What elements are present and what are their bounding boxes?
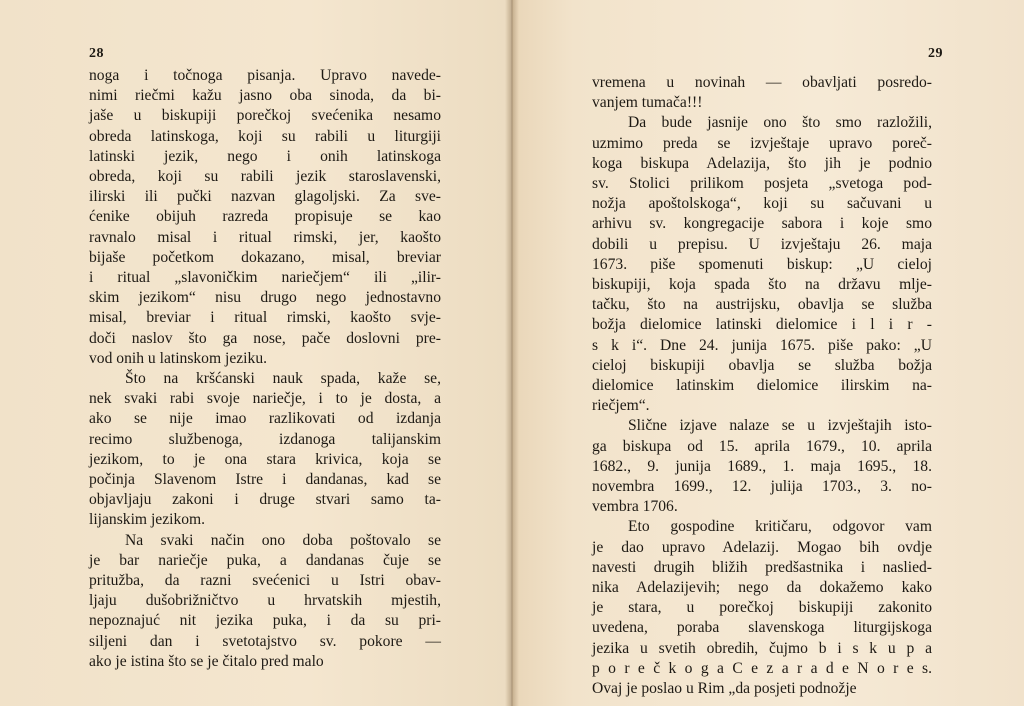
text-line: riečjem“. (592, 397, 650, 415)
text-line: božja dielomice latinski dielomice i l i r - (592, 316, 932, 334)
text-line: tačku, što na austrijsku, obavlja se služba (592, 296, 932, 314)
text-line: objavljaju zakoni i druge stvari samo ta- (89, 491, 441, 509)
text-line: je bar nariečje puka, a dandanas čuje se (89, 551, 441, 569)
text-line: Što na kršćanski nauk spada, kaže se, (125, 370, 441, 388)
paragraph (592, 517, 932, 699)
right-page-text (592, 73, 932, 699)
text-line: uzmimo preda se izvještaje upravo poreč- (592, 134, 932, 152)
text-line: skim jezikom“ nisu drugo nego jednostavno (89, 289, 441, 307)
text-line: uvedena, poraba slavenskoga liturgijskoga (592, 619, 932, 637)
text-line: ćenike obijuh razreda propisuje se kao (89, 208, 441, 226)
text-line: ravnalo misal i ritual rimski, jer, kaošto (89, 228, 441, 246)
text-line: pritužba, da razni svećenici u Istri obav- (89, 572, 441, 590)
text-line: cieloj biskupiji obavlja se služba božja (592, 356, 932, 374)
text-line: noga i točnoga pisanja. Upravo navede- (89, 67, 441, 84)
text-line: ako je istina što se je čitalo pred malo (89, 652, 324, 670)
text-line: Ovaj je poslao u Rim „da posjeti podnožje (592, 680, 857, 698)
text-line: s k i“. Dne 24. junija 1675. piše pako: „U (592, 336, 932, 354)
text-line: obreda, koji su rabili jezik staroslavenski, (89, 168, 441, 186)
text-line: arhivu sv. kongregacije sabora i koje smo (592, 215, 932, 233)
paragraph (592, 416, 932, 517)
page-number: 29 (928, 46, 943, 61)
text-line: koga biskupa Adelazija, što jih je podnio (592, 154, 932, 172)
text-line: nek svaki rabi svoje nariečje, i to je dosta, a (89, 390, 441, 408)
text-line: lijanskim jezikom. (89, 511, 206, 529)
text-line: jaše u biskupiji porečkoj svećenika nesamo (89, 107, 441, 125)
text-line: i ritual „slavoničkim nariečjem“ ili „ilir- (89, 269, 441, 287)
text-line: nika Adelazijevih; nego da dokažemo kako (592, 579, 932, 597)
text-line: nožja apoštolskoga“, koji su sačuvani u (592, 195, 932, 213)
text-line: bijaše početkom dokazano, misal, breviar (89, 248, 441, 266)
text-line: Da bude jasnije ono što smo razložili, (628, 114, 932, 132)
text-line: vod onih u latinskom jeziku. (89, 349, 268, 367)
text-line: jezikom, to je ona stara krivica, koja se (89, 450, 441, 468)
text-line: jezika u svetih obredih, čujmo b i s k u p a (592, 639, 932, 657)
text-line: ilirski ili pučki nazvan glagoljski. Za sve- (89, 188, 441, 206)
text-line: obreda latinskoga, koji su rabili u liturgiji (89, 127, 441, 145)
text-line: nimi riečmi kažu jasno oba sinoda, da bi- (89, 87, 441, 105)
text-line: 1682., 9. junija 1689., 1. maja 1695., 18. (592, 457, 932, 475)
right-page (512, 0, 1024, 706)
text-line: Eto gospodine kritičaru, odgovor vam (628, 518, 932, 536)
paragraph (89, 66, 441, 369)
text-line: latinski jezik, nego i onih latinskoga (89, 147, 441, 165)
text-line: Na svaki način ono doba poštovalo se (125, 531, 441, 549)
text-line: ako se nije imao razlikovati od izdanja (89, 410, 441, 428)
text-line: je stara, u porečkoj biskupiji zakonito (592, 599, 932, 617)
text-line: recimo službenoga, izdanoga talijanskim (89, 430, 441, 448)
text-line: ljaju dušobrižničtvo u hrvatskih mjestih, (89, 592, 441, 610)
text-line: je dao upravo Adelazij. Mogao bih ovdje (592, 538, 932, 556)
left-page-text (89, 66, 441, 672)
text-line: siljeni dan i svetotajstvo sv. pokore — (89, 632, 441, 650)
page-number: 28 (89, 46, 104, 61)
paragraph (592, 113, 932, 416)
text-line: 1673. piše spomenuti biskup: „U cieloj (592, 255, 932, 273)
text-line: p o r e č k o g a C e z a r a d e N o r e s. (592, 659, 932, 677)
text-line: dobili u prepisu. U izvještaju 26. maja (592, 235, 932, 253)
text-line: vembra 1706. (592, 498, 678, 516)
text-line: dielomice latinskim dielomice ilirskim na- (592, 377, 932, 395)
text-line: sv. Stolici prilikom posjeta „svetoga pod- (592, 175, 932, 193)
paragraph (89, 369, 441, 531)
paragraph (592, 73, 932, 113)
text-line: vanjem tumača!!! (592, 94, 703, 112)
text-line: doči naslov što ga nose, pače doslovni pre- (89, 329, 441, 347)
text-line: misal, breviar i ritual rimski, kaošto svje- (89, 309, 441, 327)
text-line: vremena u novinah — obavljati posredo- (592, 74, 932, 91)
text-line: novembra 1699., 12. julija 1703., 3. no- (592, 478, 932, 496)
text-line: nepoznajuć nit jezika puka, i da su pri- (89, 612, 441, 630)
text-line: biskupiji, koja spada što na državu mlje- (592, 276, 932, 294)
text-line: ga biskupa od 15. aprila 1679., 10. aprila (592, 437, 932, 455)
text-line: navesti drugih bližih predšastnika i naslied- (592, 558, 932, 576)
text-line: počinja Slavenom Istre i dandanas, kad se (89, 471, 441, 489)
text-line: Slične izjave nalaze se u izvještajih isto- (628, 417, 932, 435)
paragraph (89, 531, 441, 672)
